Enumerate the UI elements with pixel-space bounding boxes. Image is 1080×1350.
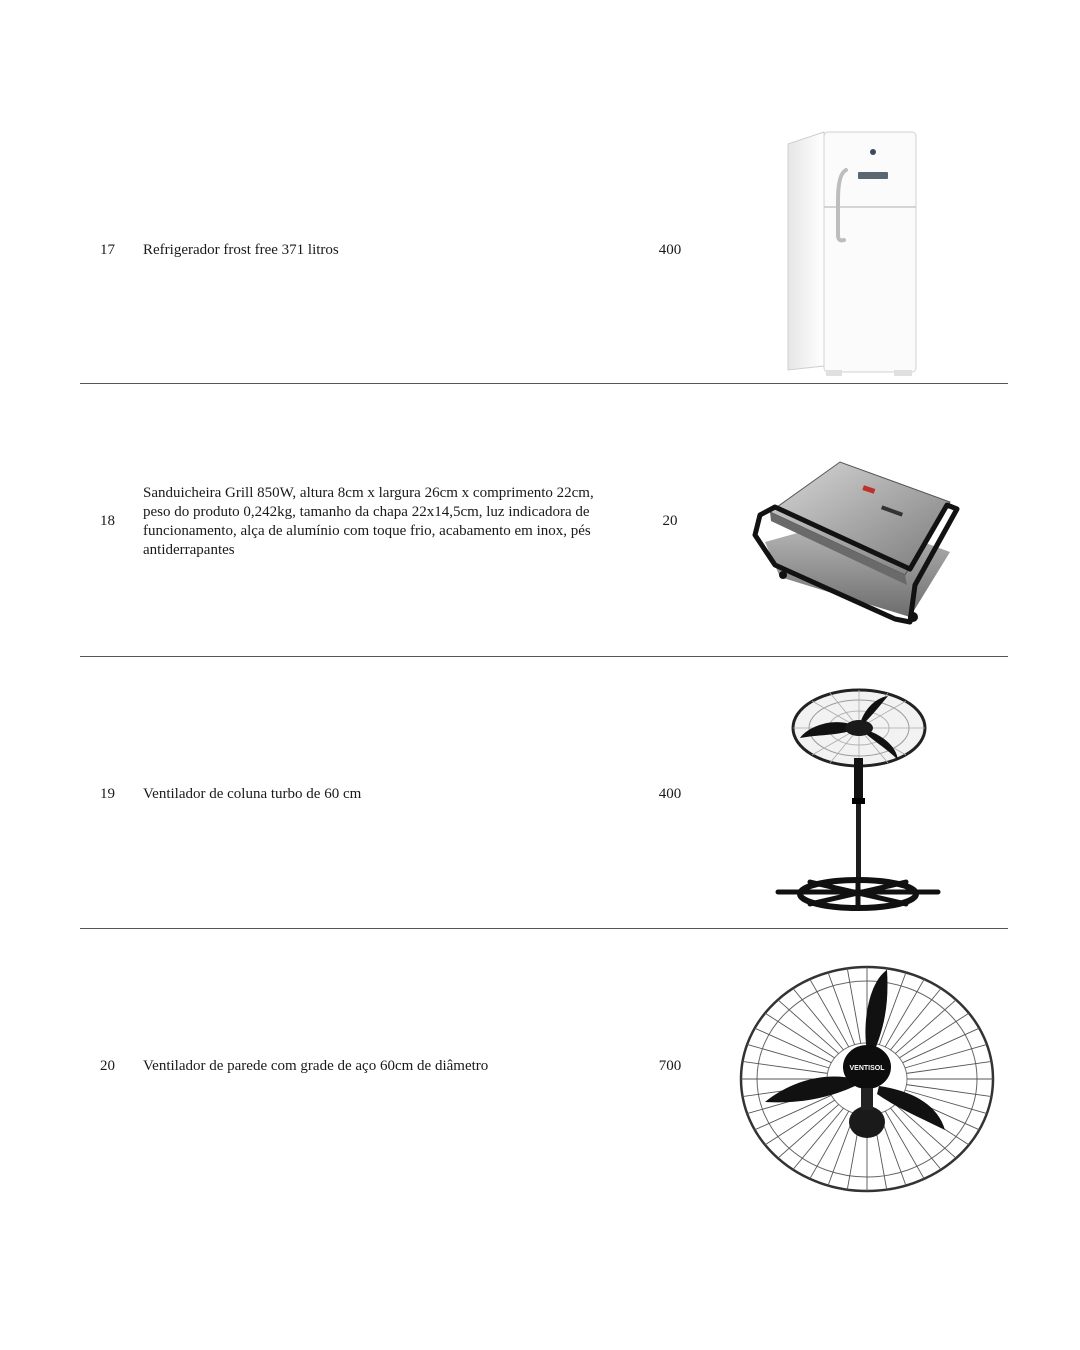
item-number: 18 [100,513,115,529]
table-row [80,932,1008,1202]
table-row [80,130,1008,380]
row-divider [80,656,1008,657]
pedestal-fan-icon [770,686,945,918]
table-row [80,660,1008,927]
item-description: Ventilador de coluna turbo de 60 cm [143,786,362,802]
item-number: 17 [100,242,115,258]
item-description: Refrigerador frost free 371 litros [143,242,339,258]
item-description: Sanduicheira Grill 850W, altura 8cm x largura 26cm x comprimento 22cm, peso do produto 0,242kg, tamanho da chapa 22x14,5cm, luz indicadora de funcionamento, alça de alumínio com toque frio, acabamento em inox, pés antiderrapantes [143,485,594,558]
item-quantity: 400 [658,242,682,258]
item-quantity: 700 [658,1058,682,1074]
item-number: 19 [100,786,115,802]
row-divider [80,383,1008,384]
sandwich-grill-icon [735,457,960,627]
wall-fan-icon [737,962,997,1196]
item-quantity: 400 [658,786,682,802]
item-description: Ventilador de parede com grade de aço 60cm de diâmetro [143,1058,489,1074]
item-quantity: 20 [662,513,678,529]
row-divider [80,928,1008,929]
brand-label: VENTISOL [849,1065,885,1072]
item-number: 20 [100,1058,115,1074]
table-row [80,387,1008,655]
refrigerator-icon [780,130,920,380]
